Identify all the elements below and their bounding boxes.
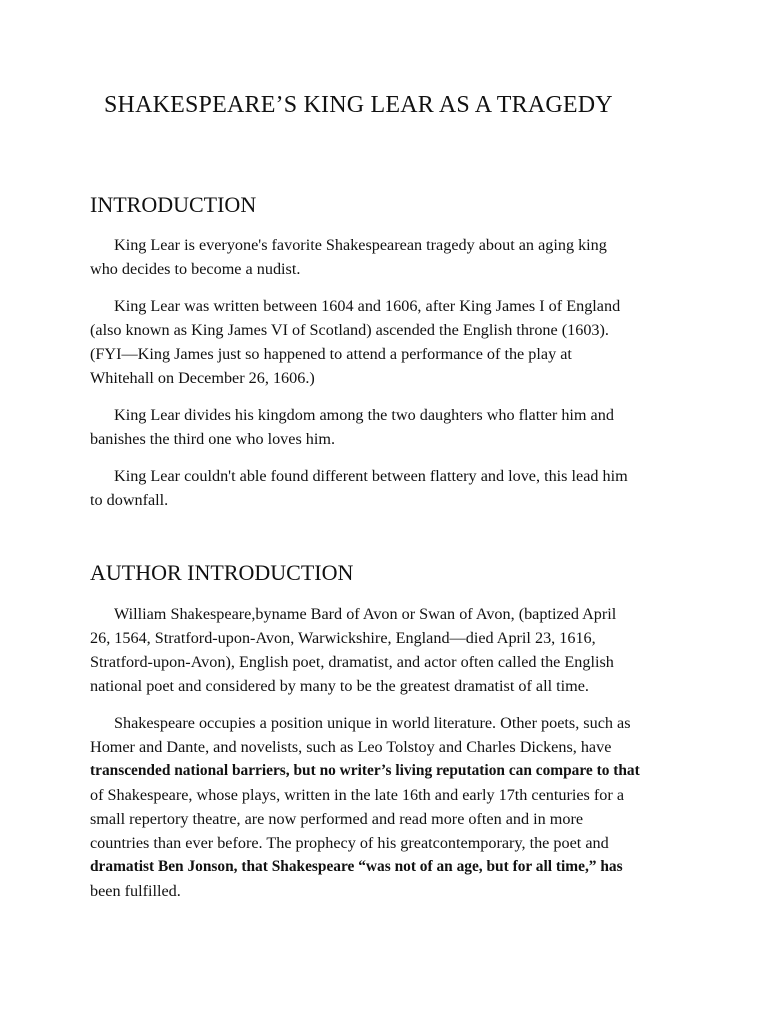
intro-paragraph-1 [90,233,690,281]
paragraph-line-bold: dramatist Ben Jonson, that Shakespeare “was not of an age, but for all time,” has [90,858,623,875]
section-heading-introduction: INTRODUCTION [90,192,257,217]
paragraph-line: been fulfilled. [90,882,181,900]
paragraph-line: (also known as King James VI of Scotland) ascended the English throne (1603). [90,321,609,339]
paragraph-line: small repertory theatre, are now performed and read more often and in more [90,810,584,828]
author-paragraph-2 [90,711,690,903]
paragraph-line: banishes the third one who loves him. [90,430,336,448]
paragraph-line: who decides to become a nudist. [90,260,301,278]
paragraph-line: King Lear divides his kingdom among the two daughters who flatter him and [114,406,614,424]
intro-paragraph-2 [90,294,690,390]
paragraph-line: King Lear was written between 1604 and 1606, after King James I of England [114,297,621,315]
paragraph-line: William Shakespeare,byname Bard of Avon or Swan of Avon, (baptized April [114,605,617,623]
paragraph-line: Homer and Dante, and novelists, such as Leo Tolstoy and Charles Dickens, have [90,738,612,756]
paragraph-line: countries than ever before. The prophecy of his greatcontemporary, the poet and [90,834,609,852]
intro-paragraph-4 [90,464,690,512]
paragraph-line: of Shakespeare, whose plays, written in the late 16th and early 17th centuries for a [90,786,625,804]
section-heading-author-introduction: AUTHOR INTRODUCTION [90,560,354,585]
author-paragraph-1 [90,602,690,698]
paragraph-line: Stratford-upon-Avon), English poet, dramatist, and actor often called the English [90,653,614,671]
paragraph-line: 26, 1564, Stratford-upon-Avon, Warwickshire, England—died April 23, 1616, [90,629,596,647]
paragraph-line: Whitehall on December 26, 1606.) [90,369,315,387]
paragraph-line: King Lear couldn't able found different between flattery and love, this lead him [114,467,628,485]
paragraph-line: Shakespeare occupies a position unique in world literature. Other poets, such as [114,714,631,732]
document-title: SHAKESPEARE’S KING LEAR AS A TRAGEDY [104,92,613,118]
paragraph-line-bold: transcended national barriers, but no writer’s living reputation can compare to that [90,762,640,779]
paragraph-line: to downfall. [90,491,169,509]
paragraph-line: King Lear is everyone's favorite Shakespearean tragedy about an aging king [114,236,607,254]
intro-paragraph-3 [90,403,690,451]
paragraph-line: national poet and considered by many to be the greatest dramatist of all time. [90,677,589,695]
paragraph-line: (FYI—King James just so happened to attend a performance of the play at [90,345,572,363]
